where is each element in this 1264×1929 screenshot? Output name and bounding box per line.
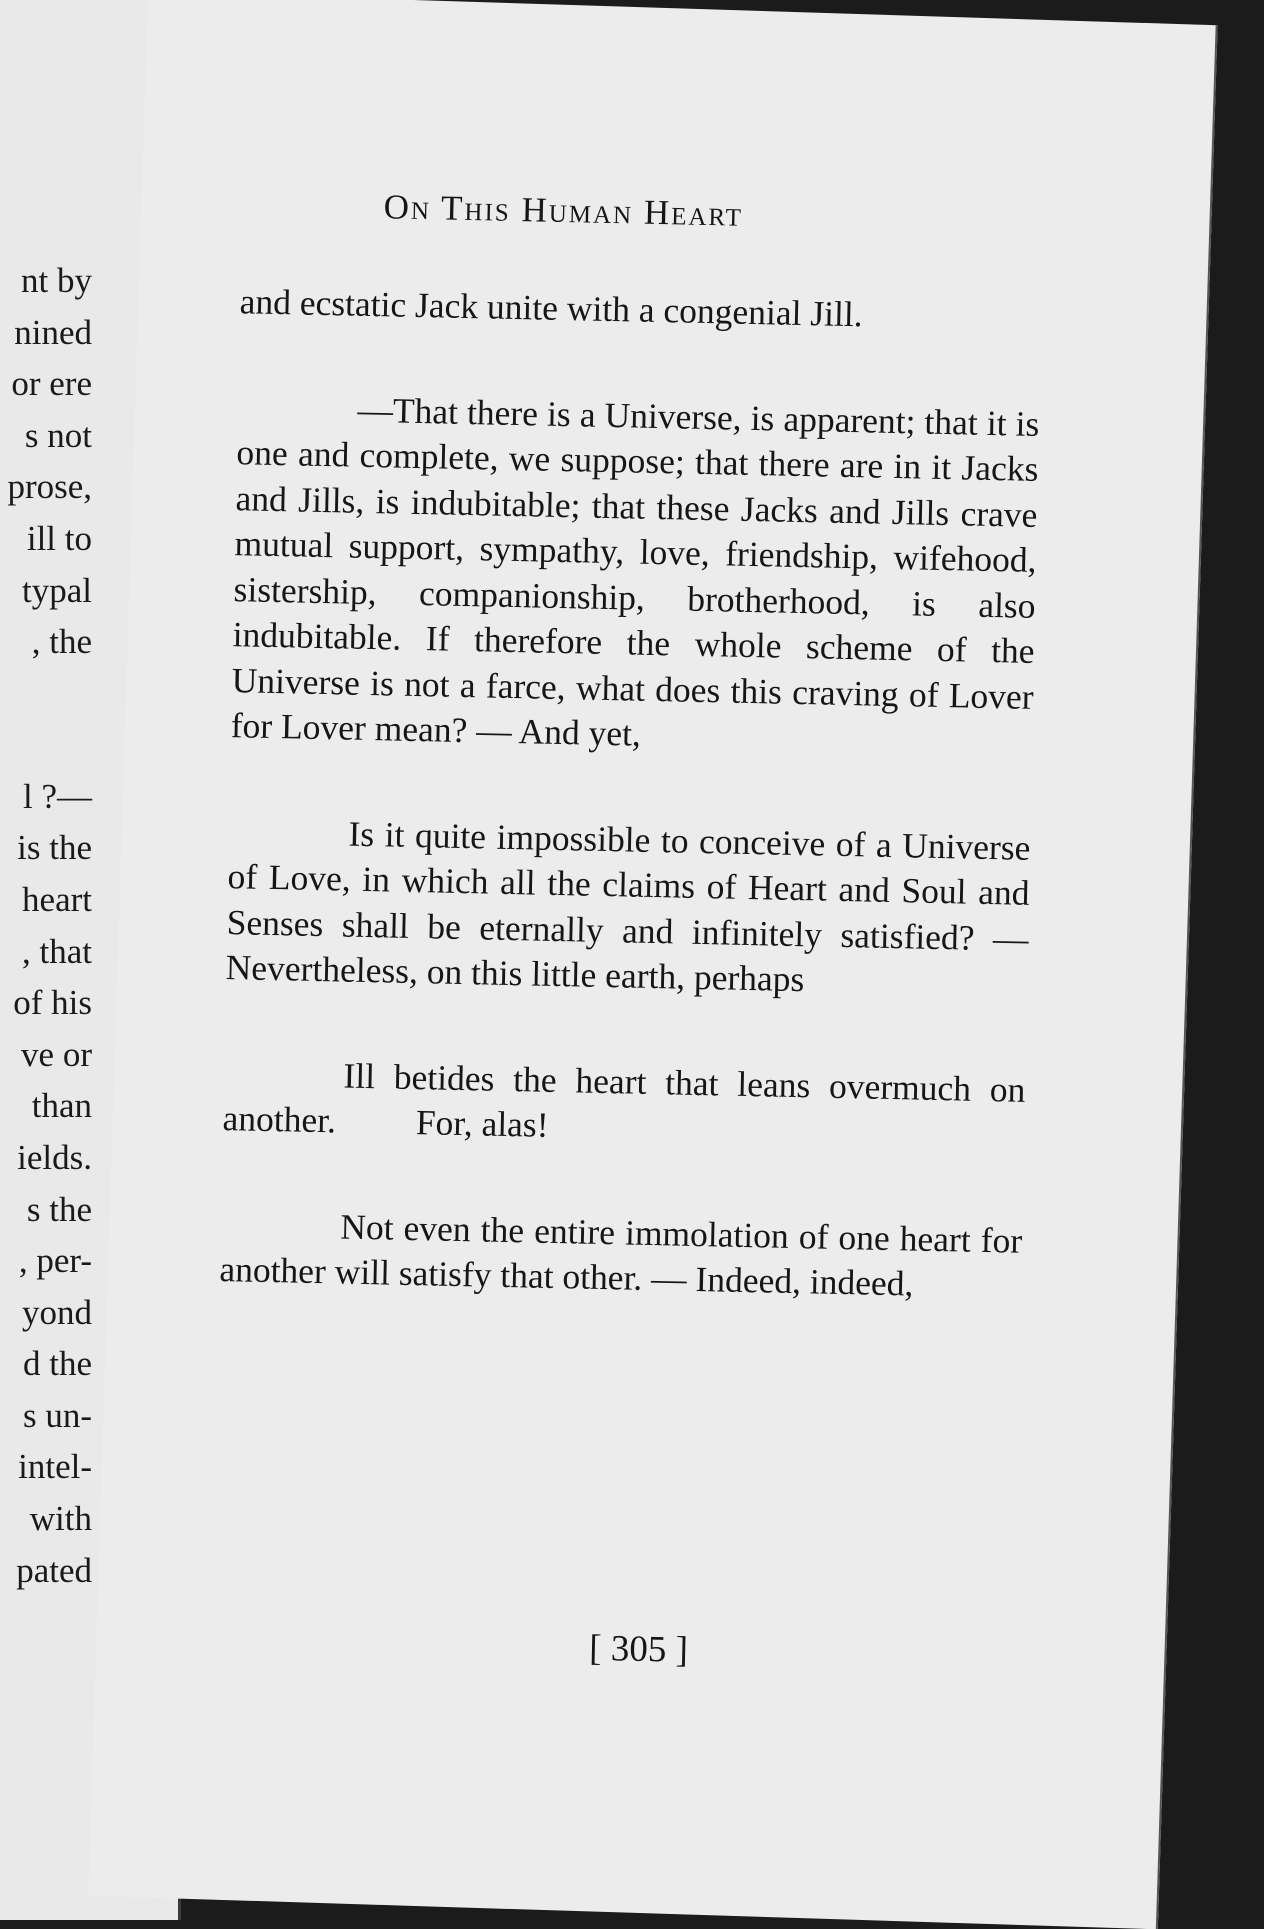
left-line: intel- xyxy=(18,1447,92,1487)
paragraph: —That there is a Universe, is apparent; that it is one and complete, we suppose; that there are in it Jacks and Jills, is indubitable; that these Jacks and Jills crave mutual support, sympathy, love, friendship, wifehood, sistership, companionship, brotherhood, is also indubitable. If therefore the whole scheme of the Universe is not a farce, what does this craving of Lover for Lover mean? — And yet, xyxy=(230,389,1040,754)
left-line: is the xyxy=(17,828,92,868)
paragraph-part: For, alas! xyxy=(415,1102,550,1145)
right-page xyxy=(88,0,1217,1929)
page-content xyxy=(98,0,1208,1924)
left-line: ve or xyxy=(21,1034,92,1074)
left-line: nined xyxy=(14,312,92,352)
left-line: heart xyxy=(22,879,92,919)
page-number: [ 305 ] xyxy=(588,1627,689,1671)
left-line: of his xyxy=(13,983,92,1023)
left-line: typal xyxy=(22,570,92,610)
left-line: l ?— xyxy=(22,776,92,816)
left-line: , per- xyxy=(18,1241,92,1281)
left-line: ill to xyxy=(26,518,92,558)
left-line: d the xyxy=(22,1344,92,1384)
left-line: nt by xyxy=(21,261,92,300)
left-line: yond xyxy=(22,1292,92,1332)
body-text xyxy=(219,279,1042,1309)
left-line: s the xyxy=(26,1189,92,1229)
left-line: pated xyxy=(16,1550,92,1590)
paragraph-part: Ill betides the heart that leans overmuch on another. xyxy=(222,1055,1026,1141)
left-line: or ere xyxy=(11,364,92,404)
left-line: , that xyxy=(22,931,92,971)
paragraph: Is it quite impossible to conceive of a Universe of Love, in which all the claims of Heart and Soul and Senses shall be eternally and infinitely satisfied? — Nevertheless, on this little earth, perhaps xyxy=(225,813,1031,1000)
left-line: than xyxy=(31,1086,92,1126)
paragraph: and ecstatic Jack unite with a congenial Jill. xyxy=(239,281,864,335)
left-line: ields. xyxy=(17,1137,92,1177)
paragraph xyxy=(222,1051,1026,1159)
left-line: s not xyxy=(24,415,92,455)
paragraph: Not even the entire immolation of one heart for another will satisfy that other. — Indeed, indeed, xyxy=(219,1206,1023,1304)
left-line: , the xyxy=(31,622,92,662)
left-line: with xyxy=(29,1499,92,1539)
left-line: prose, xyxy=(7,467,92,507)
left-page-text xyxy=(0,255,92,1596)
running-head: On This Human Heart xyxy=(383,187,744,234)
left-line: s un- xyxy=(22,1395,92,1435)
